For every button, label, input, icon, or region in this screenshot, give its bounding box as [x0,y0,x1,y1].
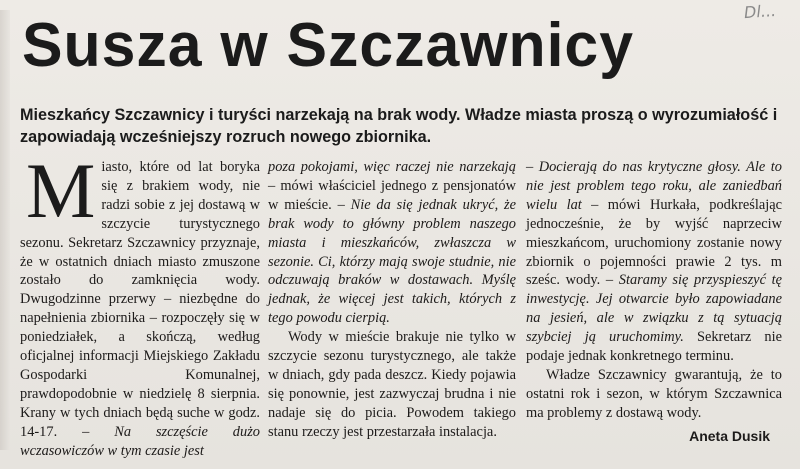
page-edge [0,10,10,450]
author-signature: Aneta Dusik [689,428,770,444]
paragraph: Wody w mieście brakuje nie tylko w szczycie sezonu turystycznego, ale także w dniach, gdy pada deszcz. Kiedy pojawia się ponownie, jest zazwyczaj brudna i nie nadaje się do picia. Powodem takiego stanu rzeczy jest przestarzała instalacja. [268,329,516,440]
paragraph-text: iasto, które od lat boryka się z brakiem wody, nie radzi sobie z jej dostawą w szczycie turystycznego sezonu. Sekretarz Szczawnicy przyznaje, że w ostatnich dniach miasto zmuszone zostało do zamknięcia wody. Dwugodzinne przerwy – niezbędne do napełnienia zbiornika – rozpoczęły się w poniedziałek, a skończą, według oficjalnej informacji Miejskiego Zakładu Gospodarki Komunalnej, prawdopodobnie w niedzielę 8 sierpnia. Krany w tych dniach będą suche w godz. 14-17. – [20,159,260,440]
article-column-2 [268,158,516,442]
quote-text: – Docierają do nas krytyczne głosy. Ale to nie jest problem tego roku, ale zaniedbań wielu lat [526,159,782,213]
drop-cap: M [26,147,96,234]
paragraph-text: – mówi Hurkała, podkreślając jednocześnie, że by wyjść naprzeciw mieszkańcom, uruchomiony zostanie nowy zbiornik o pojemności prawie 2 tys. m sześc. wody. – [526,196,783,289]
article-lead: Mieszkańcy Szczawnicy i turyści narzekają na brak wody. Władze miasta proszą o wyrozumiałość i zapowiadają wcześniejszy rozruch nowego zbiornika. [20,106,778,146]
paragraph [20,147,260,461]
paragraph [526,158,782,366]
quote-text: Nie da się jednak ukryć, że brak wody to główny problem naszego miasta i mieszkańców, zwłaszcza w sezonie. Ci, którzy mają swoje studnie, nie odczuwają braków w dostawach. Myślę jednak, że więcej jest takich, których z tego powodu cierpią. [268,196,517,327]
quote-text: Staramy się przyspieszyć tę inwestycję. Jej otwarcie było zapowiadane na jesień, ale w związku z tą sytuacją szybciej ją uruchomimy. [526,272,782,346]
paragraph-text: Sekretarz nie podaje jednak konkretnego terminu. [526,329,783,365]
quote-text: Na szczęście dużo wczasowiczów w tym czasie jest [20,423,260,459]
paragraph [268,158,516,328]
article-column-1 [20,147,260,461]
article-column-3 [526,158,782,423]
quote-text: poza pokojami, więc raczej nie narzekają [268,159,516,175]
paragraph: Władze Szczawnicy gwarantują, że to ostatni rok i sezon, w którym Szczawnica ma problemy z dostawą wody. [526,366,782,421]
article-headline: Susza w Szczawnicy [22,11,634,80]
handwritten-note: Dl... [743,0,777,23]
paragraph-text: – mówi właściciel jednego z pensjonatów w mieście. – [268,177,516,213]
